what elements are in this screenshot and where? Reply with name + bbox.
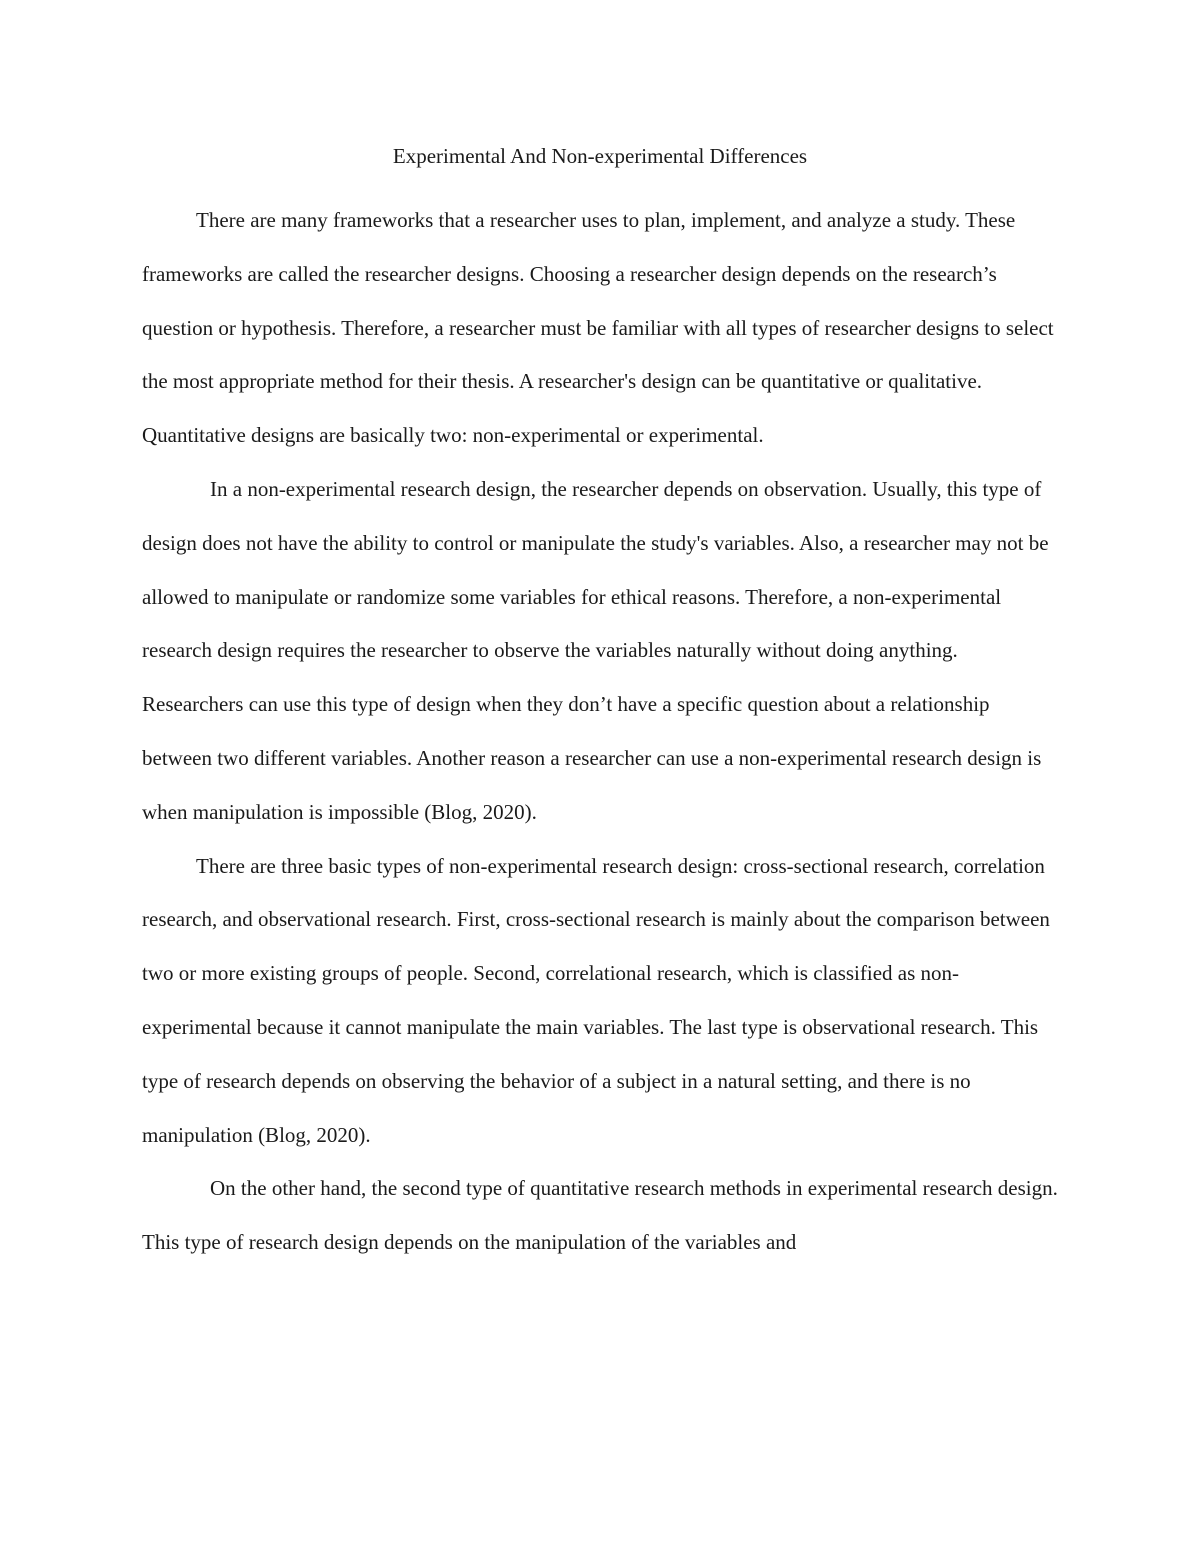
paragraph-3: There are three basic types of non-experimental research design: cross-sectional research, correlation research, and observational research. First, cross-sectional research is mainly about the comparison between two or more existing groups of people. Second, correlational research, which is classified as non-experimental because it cannot manipulate the main variables. The last type is observational research. This type of research depends on observing the behavior of a subject in a natural setting, and there is no manipulation (Blog, 2020). (142, 853, 1050, 1147)
document-body (142, 194, 1062, 1270)
document-title: Experimental And Non-experimental Differences (392, 144, 808, 168)
paragraph-4: On the other hand, the second type of quantitative research methods in experimental research design. This type of research design depends on the manipulation of the variables and (142, 1176, 1058, 1255)
paragraph-2: In a non-experimental research design, the researcher depends on observation. Usually, this type of design does not have the ability to control or manipulate the study's variables. Also, a researcher may not be allowed to manipulate or randomize some variables for ethical reasons. Therefore, a non-experimental research design requires the researcher to observe the variables naturally without doing anything. Researchers can use this type of design when they don’t have a specific question about a relationship between two different variables. Another reason a researcher can use a non-experimental research design is when manipulation is impossible (Blog, 2020). (142, 476, 1049, 824)
paragraph-1: There are many frameworks that a researcher uses to plan, implement, and analyze a study. These frameworks are called the researcher designs. Choosing a researcher design depends on the research’s question or hypothesis. Therefore, a researcher must be familiar with all types of researcher designs to select the most appropriate method for their thesis. A researcher's design can be quantitative or qualitative. Quantitative designs are basically two: non-experimental or experimental. (142, 208, 1054, 448)
